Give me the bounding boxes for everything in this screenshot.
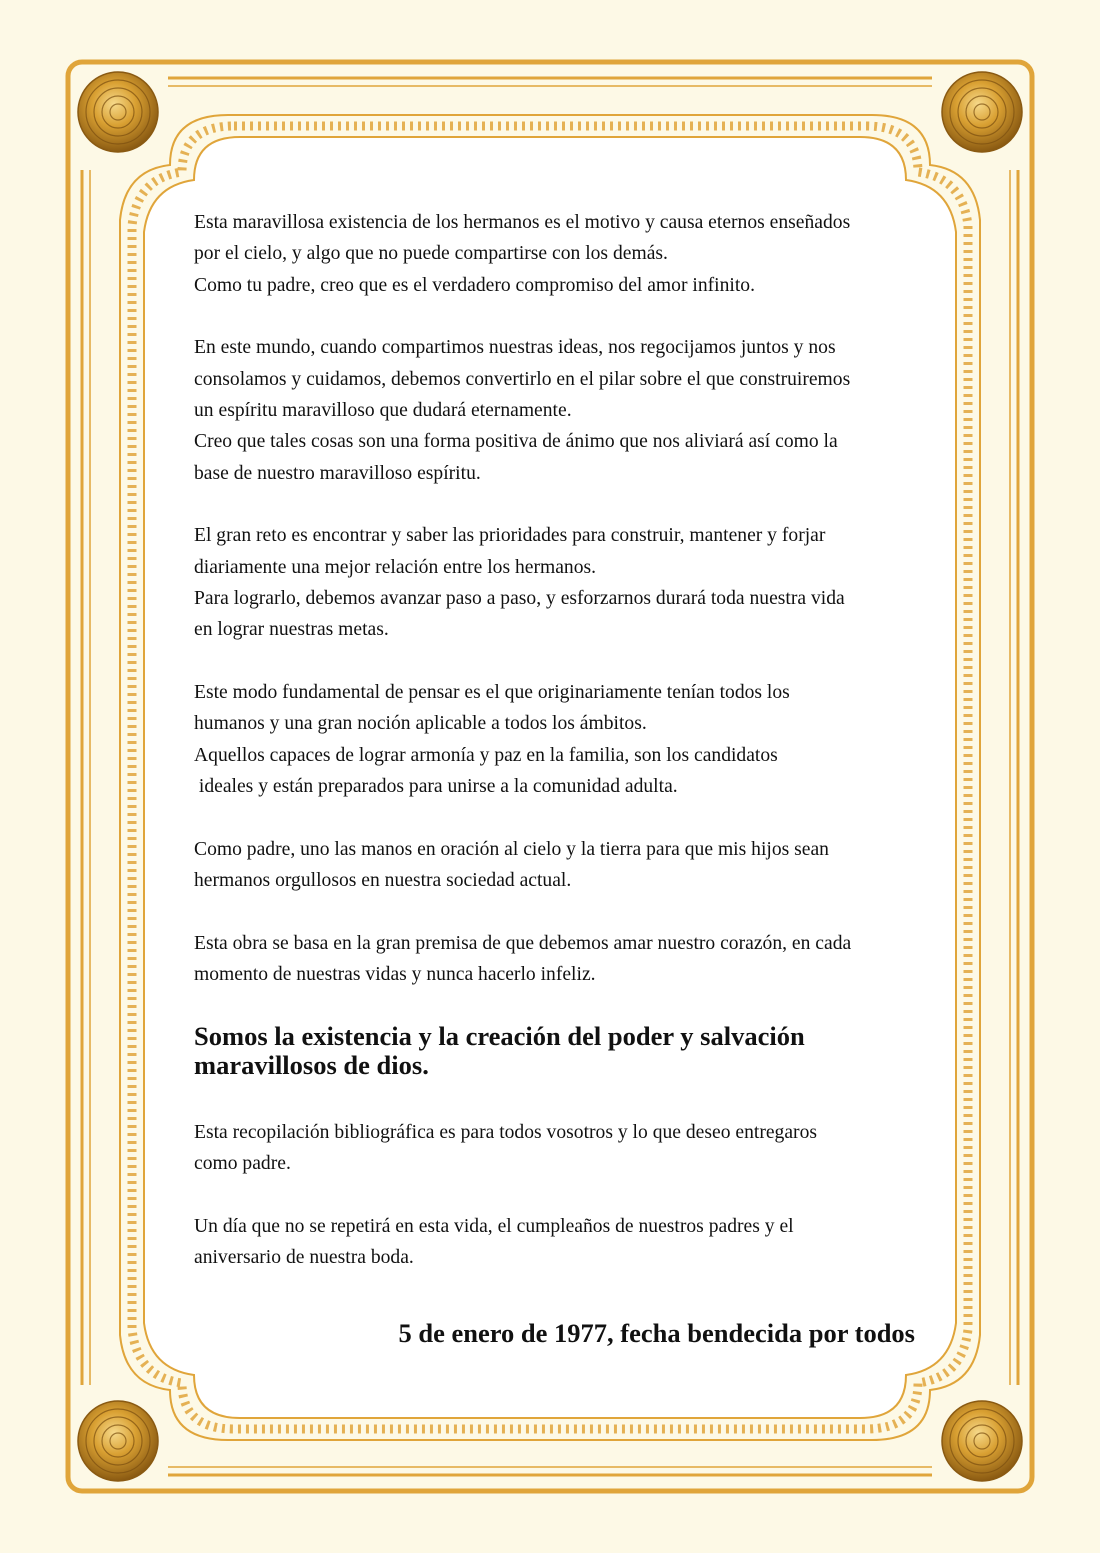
corner-medallion-icon-bottom-right (942, 1401, 1022, 1481)
text-line: Esta obra se basa en la gran premisa de que debemos amar nuestro corazón, en cada (194, 932, 852, 954)
text-line: Para lograrlo, debemos avanzar paso a paso, y esforzarnos durará toda nuestra vida (194, 587, 845, 609)
closing-paragraph-1 (194, 1117, 924, 1180)
text-line: momento de nuestras vidas y nunca hacerlo infeliz. (194, 964, 596, 986)
text-line: Como tu padre, creo que es el verdadero compromiso del amor infinito. (194, 274, 755, 296)
corner-medallion-icon-top-right (942, 72, 1022, 152)
text-line: Un día que no se repetirá en esta vida, el cumpleaños de nuestros padres y el (194, 1216, 794, 1238)
text-line: ideales y están preparados para unirse a la comunidad adulta. (194, 775, 678, 797)
text-line: hermanos orgullosos en nuestra sociedad actual. (194, 870, 572, 892)
heading-line: Somos la existencia y la creación del poder y salvación (194, 1020, 805, 1051)
letter-body (194, 207, 924, 1305)
paragraph-2 (194, 332, 924, 488)
text-line: por el cielo, y algo que no puede compartirse con los demás. (194, 243, 668, 265)
text-line: En este mundo, cuando compartimos nuestras ideas, nos regocijamos juntos y nos (194, 337, 836, 359)
text-line: Esta recopilación bibliográfica es para todos vosotros y lo que deseo entregaros (194, 1121, 817, 1143)
text-line: Aquellos capaces de lograr armonía y paz en la familia, son los candidatos (194, 744, 778, 766)
text-line: Este modo fundamental de pensar es el que originariamente tenían todos los (194, 682, 790, 704)
corner-medallion-icon-bottom-left (78, 1401, 158, 1481)
text-line: aniversario de nuestra boda. (194, 1247, 414, 1269)
paragraph-1 (194, 207, 924, 301)
text-line: consolamos y cuidamos, debemos convertirlo en el pilar sobre el que construiremos (194, 368, 851, 390)
highlight-heading (194, 1022, 924, 1080)
text-line: un espíritu maravilloso que dudará eternamente. (194, 399, 572, 421)
paragraph-3 (194, 520, 924, 645)
date-dedication: 5 de enero de 1977, fecha bendecida por todos (398, 1318, 915, 1348)
text-line: como padre. (194, 1153, 291, 1175)
paragraph-6 (194, 928, 924, 991)
text-line: Creo que tales cosas son una forma positiva de ánimo que nos aliviará así como la (194, 431, 838, 453)
text-line: El gran reto es encontrar y saber las prioridades para construir, mantener y forjar (194, 525, 826, 547)
text-line: en lograr nuestras metas. (194, 619, 389, 641)
text-line: Como padre, uno las manos en oración al cielo y la tierra para que mis hijos sean (194, 838, 829, 860)
paragraph-4 (194, 677, 924, 802)
text-line: diariamente una mejor relación entre los hermanos. (194, 556, 597, 578)
text-line: Esta maravillosa existencia de los hermanos es el motivo y causa eternos enseñados (194, 212, 851, 233)
corner-medallion-icon-top-left (78, 72, 158, 152)
paragraph-5 (194, 834, 924, 897)
heading-line: maravillosos de dios. (194, 1049, 429, 1080)
text-line: base de nuestro maravilloso espíritu. (194, 462, 481, 484)
closing-paragraph-2 (194, 1211, 924, 1274)
text-line: humanos y una gran noción aplicable a todos los ámbitos. (194, 713, 647, 735)
